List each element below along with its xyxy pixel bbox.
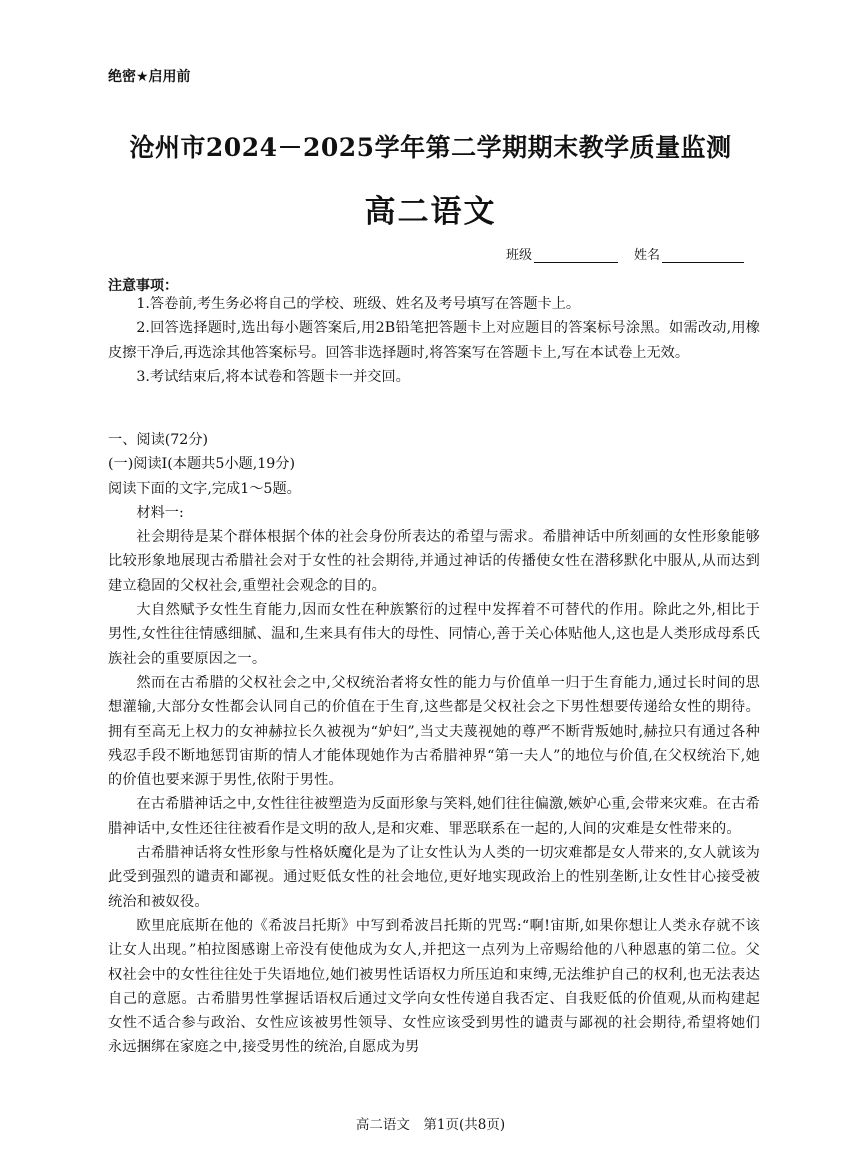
material-label: 材料一: <box>136 504 184 521</box>
section-instruction: 阅读下面的文字,完成1～5题。 <box>108 480 301 497</box>
passage-paragraph: 大自然赋予女性生育能力,因而女性在种族繁衍的过程中发挥着不可替代的作用。除此之外,相比于男性,女性往往情感细腻、温和,生来具有伟大的母性、同情心,善于关心体贴他人,这也是人类形成母系氏族社会的重要原因之一。 <box>108 602 760 667</box>
section-sub-heading: (一)阅读Ⅰ(本题共5小题,19分) <box>108 456 296 473</box>
passage-paragraph: 欧里庇底斯在他的《希波吕托斯》中写到希波吕托斯的咒骂:“啊!宙斯,如果你想让人类永存就不该让女人出现。”柏拉图感谢上帝没有使他成为女人,并把这一点列为上帝赐给他的八种恩惠的第二位。父权社会中的女性往往处于失语地位,她们被男性话语权力所压迫和束缚,无法维护自己的权利,也无法表达自己的意愿。古希腊男性掌握话语权后通过文学向女性传递自我否定、自我贬低的价值观,从而构建起女性不适合参与政治、女性应该被男性领导、女性应该受到男性的谴责与鄙视的社会期待,希望将她们永远捆绑在家庭之中,接受男性的统治,自愿成为男 <box>108 917 760 1056</box>
notice-item: 2.回答选择题时,选出每小题答案后,用2B铅笔把答题卡上对应题目的答案标号涂黑。如需改动,用橡皮擦干净后,再选涂其他答案标号。回答非选择题时,将答案写在答题卡上,写在本试卷上无效。 <box>108 320 760 361</box>
name-blank[interactable] <box>662 248 744 263</box>
student-info-fields <box>506 244 744 263</box>
class-label: 班级 <box>506 248 533 263</box>
class-blank[interactable] <box>534 248 618 263</box>
reading-section <box>108 428 760 1060</box>
page-footer: 高二语文 第1页(共8页) <box>355 1117 506 1133</box>
subject-title: 高二语文 <box>364 194 497 230</box>
notice-heading: 注意事项： <box>108 278 178 294</box>
notice-item: 1.答卷前,考生务必将自己的学校、班级、姓名及考号填写在答题卡上。 <box>136 296 581 312</box>
exam-title: 沧州市2024－2025学年第二学期期末教学质量监测 <box>129 133 732 162</box>
passage-paragraph: 社会期待是某个群体根据个体的社会身份所表达的希望与需求。希腊神话中所刻画的女性形象能够比较形象地展现古希腊社会对于女性的社会期待,并通过神话的传播使女性在潜移默化中服从,从而达到建立稳固的父权社会,重塑社会观念的目的。 <box>108 529 760 594</box>
confidential-mark: 绝密★启用前 <box>108 69 191 85</box>
passage-paragraph: 古希腊神话将女性形象与性格妖魔化是为了让女性认为人类的一切灾难都是女人带来的,女人就该为此受到强烈的谴责和鄙视。通过贬低女性的社会地位,更好地实现政治上的性别垄断,让女性甘心接受被统治和被奴役。 <box>108 845 760 910</box>
passage-paragraph: 然而在古希腊的父权社会之中,父权统治者将女性的能力与价值单一归于生育能力,通过长时间的思想灌输,大部分女性都会认同自己的价值在于生育,这些都是父权社会之下男性想要传递给女性的期待。拥有至高无上权力的女神赫拉长久被视为“妒妇”,当丈夫蔑视她的尊严不断背叛她时,赫拉只有通过各种残忍手段不断地惩罚宙斯的情人才能体现她作为古希腊神界“第一夫人”的地位与价值,在父权统治下,她的价值也要来源于男性,依附于男性。 <box>108 674 760 789</box>
notice-list <box>108 292 760 389</box>
notice-item: 3.考试结束后,将本试卷和答题卡一并交回。 <box>136 368 410 385</box>
section-part-heading: 一、阅读(72分) <box>108 432 209 448</box>
passage-paragraph: 在古希腊神话之中,女性往往被塑造为反面形象与笑料,她们往往偏激,嫉妒心重,会带来灾难。在古希腊神话中,女性还往往被看作是文明的敌人,是和灾难、罪恶联系在一起的,人间的灾难是女性带来的。 <box>108 796 760 837</box>
name-label: 姓名 <box>634 248 661 263</box>
